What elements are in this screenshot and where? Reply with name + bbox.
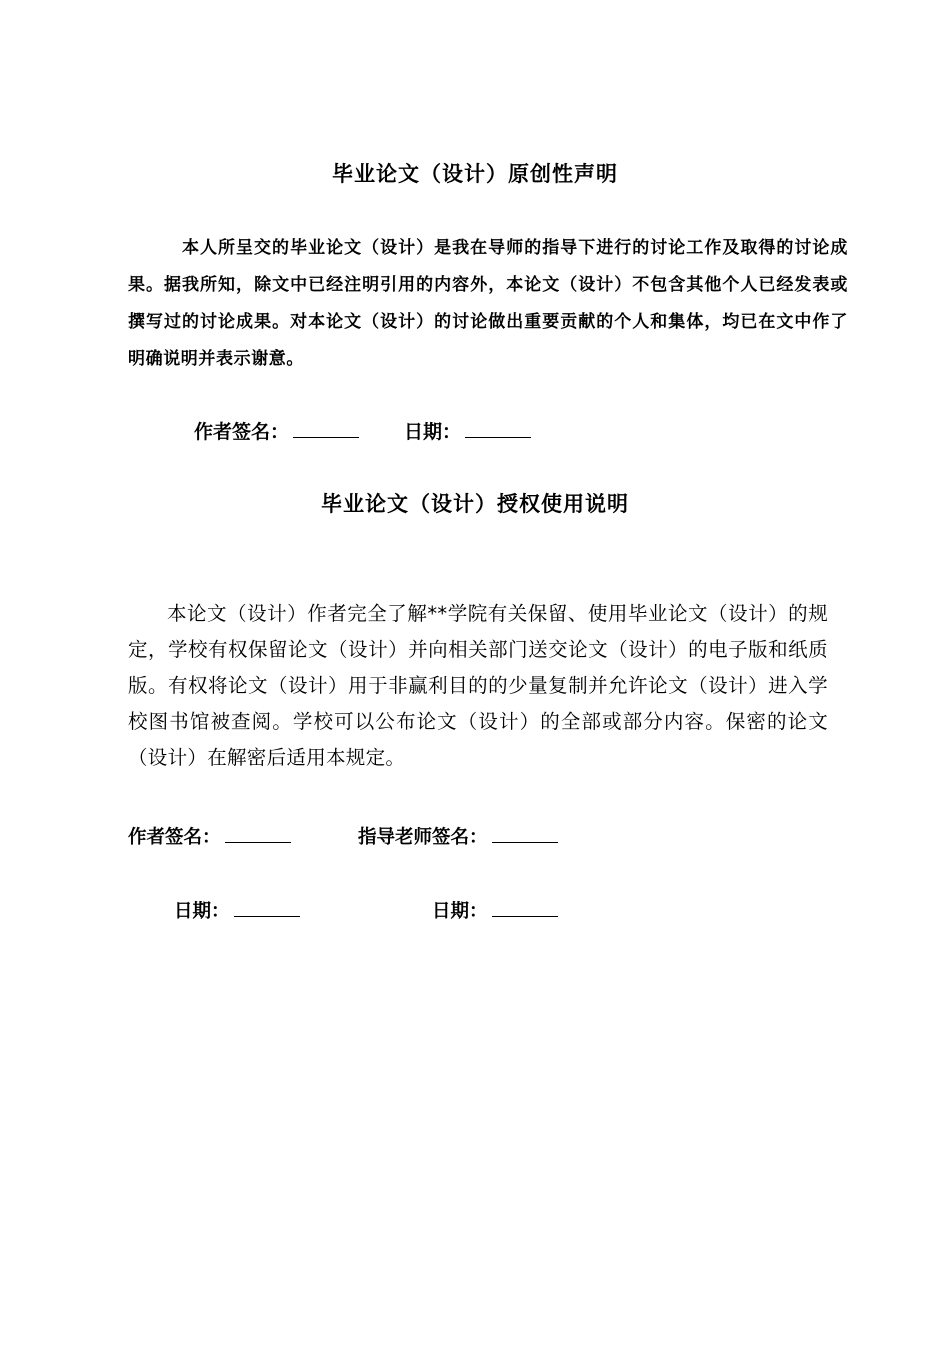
declaration-title: 毕业论文（设计）原创性声明 — [332, 162, 618, 186]
author-signature-blank[interactable] — [225, 826, 291, 843]
advisor-signature-blank[interactable] — [492, 826, 558, 843]
date-blank[interactable] — [465, 421, 531, 438]
authorization-author-date — [174, 897, 300, 923]
date-label: 日期： — [432, 901, 488, 922]
date-label: 日期： — [404, 421, 462, 443]
author-signature-blank[interactable] — [293, 421, 359, 438]
advisor-signature — [358, 823, 558, 849]
authorization-body: 本论文（设计）作者完全了解**学院有关保留、使用毕业论文（设计）的规定，学校有权保留论文（设计）并向相关部门送交论文（设计）的电子版和纸质版。有权将论文（设计）用于非赢利目的的少量复制并允许论文（设计）进入学校图书馆被查阅。学校可以公布论文（设计）的全部或部分内容。保密的论文（设计）在解密后适用本规定。 — [128, 602, 828, 769]
declaration-author-signature — [194, 417, 359, 444]
date-blank[interactable] — [234, 900, 300, 917]
date-blank[interactable] — [492, 900, 558, 917]
authorization-title: 毕业论文（设计）授权使用说明 — [321, 492, 629, 516]
author-signature-label: 作者签名： — [128, 827, 221, 848]
advisor-signature-label: 指导老师签名： — [358, 827, 488, 848]
declaration-body: 本人所呈交的毕业论文（设计）是我在导师的指导下进行的讨论工作及取得的讨论成果。据我所知，除文中已经注明引用的内容外，本论文（设计）不包含其他个人已经发表或撰写过的讨论成果。对本论文（设计）的讨论做出重要贡献的个人和集体，均已在文中作了明确说明并表示谢意。 — [128, 238, 848, 369]
authorization-advisor-date — [432, 897, 558, 923]
authorization-author-signature — [128, 823, 291, 849]
declaration-date — [404, 417, 531, 444]
author-signature-label: 作者签名： — [194, 421, 290, 443]
date-label: 日期： — [174, 901, 230, 922]
